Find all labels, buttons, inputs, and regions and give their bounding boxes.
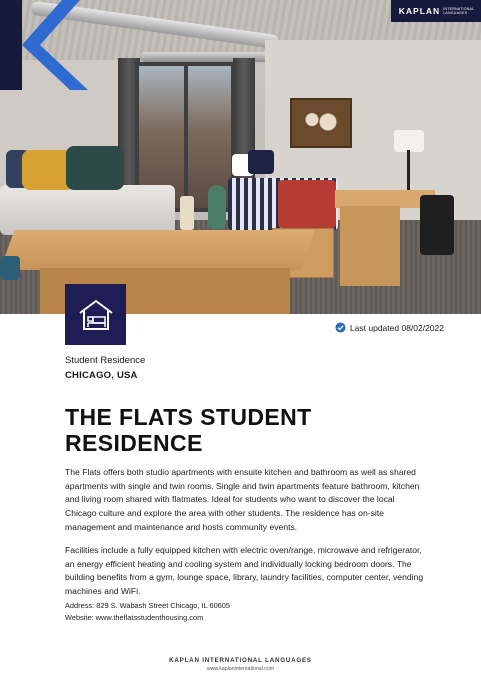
residence-category: Student Residence <box>65 355 146 366</box>
footer-website-url: www.kaplaninternational.com <box>206 666 275 672</box>
residence-location: CHICAGO, USA <box>65 370 138 381</box>
red-blanket <box>278 180 336 228</box>
left-bed <box>0 185 175 235</box>
hero-photo <box>0 0 481 314</box>
house-with-bed-icon <box>77 298 115 332</box>
world-map-picture <box>290 98 352 148</box>
residence-icon-tile <box>65 284 126 345</box>
kaplan-k-logo-icon <box>0 0 90 90</box>
floor-lamp-shade <box>394 130 424 152</box>
ceiling-duct-short <box>140 52 280 62</box>
green-vase <box>208 185 226 229</box>
brand-main-text: KAPLAN <box>398 6 441 16</box>
last-updated <box>335 322 444 333</box>
front-desk-top <box>0 230 315 270</box>
address-line: Address: 829 S. Wabash Street Chicago, IL 60605 <box>65 601 231 610</box>
last-updated-text: Last updated 08/02/2022 <box>349 322 444 333</box>
candle <box>180 196 194 230</box>
pillow-navy <box>248 150 274 174</box>
description-paragraph: The Flats offers both studio apartments with ensuite kitchen and bathroom as well as shared apartments with single and twin rooms. Single and twin apartments feature bathroom, kitchen and living room shared with flatmates. Ideal for students who want to discover the local Chicago culture and explore the area with other students. The residence has on-site management and maintenance and hosts community events. <box>65 467 420 532</box>
right-desk-base <box>340 206 400 286</box>
brand-sub-text: INTERNATIONAL LANGUAGES <box>443 7 475 15</box>
footer-company-name: KAPLAN INTERNATIONAL LANGUAGES <box>169 657 312 664</box>
pillow-green <box>66 146 124 190</box>
page-title: THE FLATS STUDENT RESIDENCE <box>65 404 312 456</box>
blue-cup <box>0 256 20 280</box>
desk-chair <box>420 195 454 255</box>
kaplan-brand-logo <box>391 0 481 22</box>
facilities-paragraph: Facilities include a fully equipped kitchen with electric oven/range, microwave and refrigerator, an energy efficient heating and cooling system and individually locking bedroom doors. The building benefits from a gym, lounge space, library, laundry facilities, computer center, vending machines and WiFi. <box>65 545 424 597</box>
website-line: Website: www.theflatsstudenthousing.com <box>65 613 204 622</box>
floor-lamp-stand <box>407 150 410 195</box>
check-circle-icon <box>335 322 346 333</box>
